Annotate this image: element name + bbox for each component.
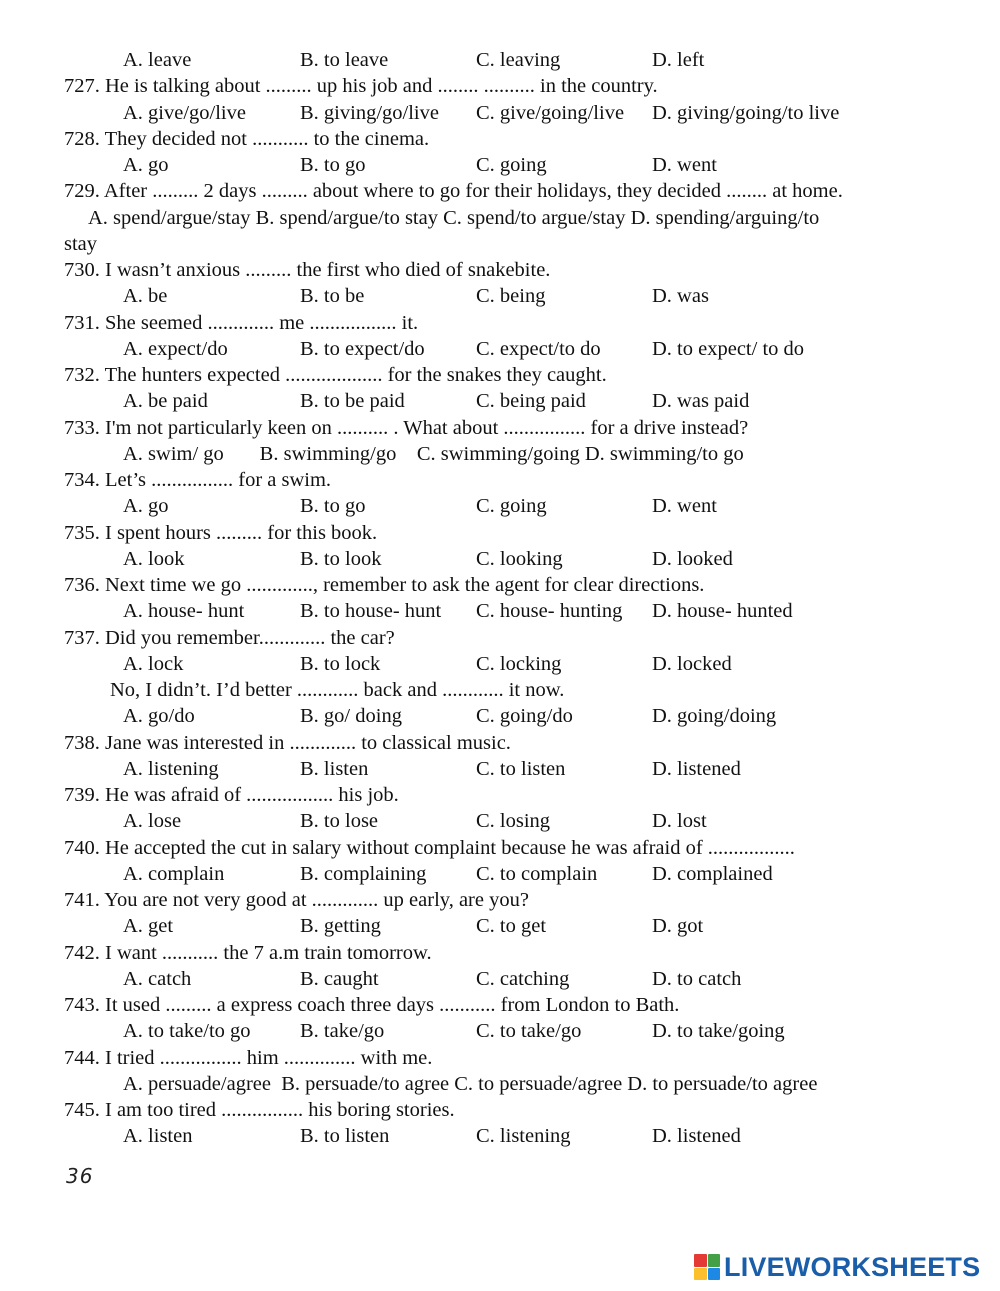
question-text: 729. After ......... 2 days ......... about where to go for their holidays, they decided ........ at home.	[64, 180, 843, 203]
answer-option-c: C. losing	[476, 810, 551, 833]
answer-option-b: B. to look	[300, 547, 382, 570]
answer-option-a: A. lock	[123, 652, 184, 675]
answer-option-d: D. left	[652, 49, 705, 71]
question-text: 730. I wasn’t anxious ......... the first who died of snakebite.	[64, 259, 551, 281]
answer-option-a: A. be paid	[123, 390, 208, 413]
answer-option-d: D. to expect/ to do	[652, 337, 805, 360]
answer-option-b: B. go/ doing	[300, 705, 402, 728]
answer-option-b: B. to house- hunt	[300, 600, 442, 623]
answer-option-c: C. give/going/live	[476, 101, 625, 124]
question-text: 737. Did you remember............. the car?	[64, 626, 395, 649]
question-text: 736. Next time we go ............., remember to ask the agent for clear directions.	[64, 574, 705, 596]
answer-option-b: B. to be paid	[300, 390, 405, 413]
question-text: 742. I want ........... the 7 a.m train tomorrow.	[64, 941, 432, 964]
answer-option-a: A. lose	[123, 810, 182, 833]
answer-option-c: C. looking	[476, 547, 563, 570]
answer-option-a: A. go/do	[123, 705, 195, 728]
answer-option-c: C. catching	[476, 967, 570, 990]
answer-option-a: A. get	[123, 915, 174, 938]
answer-option-d: D. to take/going	[652, 1020, 785, 1043]
answer-option-b: B. giving/go/live	[300, 101, 439, 124]
answer-option-c: C. expect/to do	[476, 337, 601, 360]
answer-option-d: D. got	[652, 915, 704, 938]
answer-option-c: C. to complain	[476, 862, 598, 885]
question-followup: No, I didn’t. I’d better ............ back and ............ it now.	[110, 679, 565, 701]
answer-option-a: A. go	[123, 154, 169, 176]
answer-option-c: C. being paid	[476, 390, 586, 413]
answer-option-c: C. to take/go	[476, 1020, 582, 1043]
answer-option-d: D. looked	[652, 547, 733, 570]
answer-option-b: B. to listen	[300, 1125, 390, 1148]
answer-option-c: C. to get	[476, 915, 547, 938]
answer-option-c: C. going/do	[476, 705, 573, 728]
answer-option-a: A. house- hunt	[123, 600, 245, 623]
answer-option-b: B. to leave	[300, 49, 389, 71]
answer-option-b: B. to lock	[300, 652, 381, 675]
answer-option-c: C. listening	[476, 1125, 571, 1148]
answer-option-c: C. going	[476, 495, 547, 518]
answer-option-b: B. take/go	[300, 1020, 385, 1043]
answer-option-a: A. be	[123, 285, 168, 308]
answer-option-d: D. lost	[652, 810, 707, 833]
answer-option-a: A. listen	[123, 1125, 193, 1148]
liveworksheets-logo[interactable]	[694, 1252, 980, 1282]
answer-option-d: D. to catch	[652, 967, 742, 990]
answer-option-c: C. leaving	[476, 49, 561, 71]
answer-option-a: A. leave	[123, 49, 192, 71]
answer-option-b: B. caught	[300, 967, 379, 990]
question-text: 733. I'm not particularly keen on .......... . What about ................ for a drive instead?	[64, 416, 749, 439]
answer-option-a: A. give/go/live	[123, 101, 246, 124]
logo-square-green	[708, 1254, 721, 1267]
question-text: 740. He accepted the cut in salary without complaint because he was afraid of .................	[64, 836, 795, 859]
answer-option-d: D. house- hunted	[652, 600, 793, 623]
answer-option-d: D. locked	[652, 652, 732, 675]
answer-option-b: B. complaining	[300, 862, 427, 885]
answer-option-d: D. listened	[652, 757, 741, 780]
answer-option-c: C. being	[476, 285, 546, 308]
answer-option-d: D. was paid	[652, 390, 750, 413]
question-text: 735. I spent hours ......... for this book.	[64, 521, 378, 544]
question-text: 741. You are not very good at ............. up early, are you?	[64, 889, 529, 911]
question-text: 734. Let’s ................ for a swim.	[64, 469, 332, 491]
question-text: 744. I tried ................ him .............. with me.	[64, 1046, 433, 1069]
logo-square-red	[694, 1254, 707, 1267]
answer-option-b: B. to be	[300, 285, 365, 308]
answer-option-a: A. catch	[123, 967, 192, 990]
logo-square-blue	[708, 1268, 721, 1281]
question-text: 727. He is talking about ......... up his job and ........ .......... in the country.	[64, 75, 658, 98]
logo-square-yellow	[694, 1268, 707, 1281]
answer-option-a: A. go	[123, 495, 169, 518]
liveworksheets-logo-icon	[694, 1254, 720, 1280]
answer-option-b: B. to expect/do	[300, 337, 425, 360]
answer-option-c: C. to listen	[476, 757, 566, 780]
question-text: 728. They decided not ........... to the cinema.	[64, 127, 430, 150]
answer-option-d: D. went	[652, 154, 717, 176]
answer-options: A. swim/ go B. swimming/go C. swimming/going D. swimming/to go	[123, 442, 744, 465]
answer-option-d: D. listened	[652, 1125, 741, 1148]
liveworksheets-logo-text: LIVEWORKSHEETS	[724, 1251, 981, 1282]
question-text: 739. He was afraid of ................. his job.	[64, 784, 399, 806]
answer-options-continued: stay	[64, 232, 98, 255]
answer-option-d: D. complained	[652, 862, 773, 885]
question-text: 745. I am too tired ................ his boring stories.	[64, 1099, 455, 1121]
answer-option-c: C. going	[476, 154, 547, 176]
answer-option-d: D. was	[652, 285, 709, 308]
question-text: 731. She seemed ............. me ................. it.	[64, 311, 419, 334]
question-text: 738. Jane was interested in ............. to classical music.	[64, 731, 511, 754]
answer-options: A. persuade/agree B. persuade/to agree C. to persuade/agree D. to persuade/to agree	[123, 1072, 818, 1095]
answer-option-d: D. giving/going/to live	[652, 101, 840, 124]
answer-option-c: C. locking	[476, 652, 562, 675]
question-text: 743. It used ......... a express coach three days ........... from London to Bath.	[64, 994, 680, 1016]
answer-option-d: D. going/doing	[652, 705, 777, 728]
answer-option-a: A. complain	[123, 862, 225, 885]
answer-option-b: B. to go	[300, 154, 366, 176]
answer-options: A. spend/argue/stay B. spend/argue/to stay C. spend/to argue/stay D. spending/arguing/to	[88, 206, 820, 229]
answer-option-a: A. look	[123, 547, 185, 570]
page-number: 36	[66, 1164, 94, 1188]
answer-option-a: A. listening	[123, 757, 219, 780]
answer-option-b: B. getting	[300, 915, 381, 938]
answer-option-b: B. to go	[300, 495, 366, 518]
answer-option-c: C. house- hunting	[476, 600, 623, 623]
answer-option-b: B. listen	[300, 757, 369, 780]
answer-option-d: D. went	[652, 495, 717, 518]
answer-option-a: A. expect/do	[123, 337, 228, 360]
question-text: 732. The hunters expected ................... for the snakes they caught.	[64, 364, 607, 386]
answer-option-b: B. to lose	[300, 810, 379, 833]
answer-option-a: A. to take/to go	[123, 1020, 251, 1043]
